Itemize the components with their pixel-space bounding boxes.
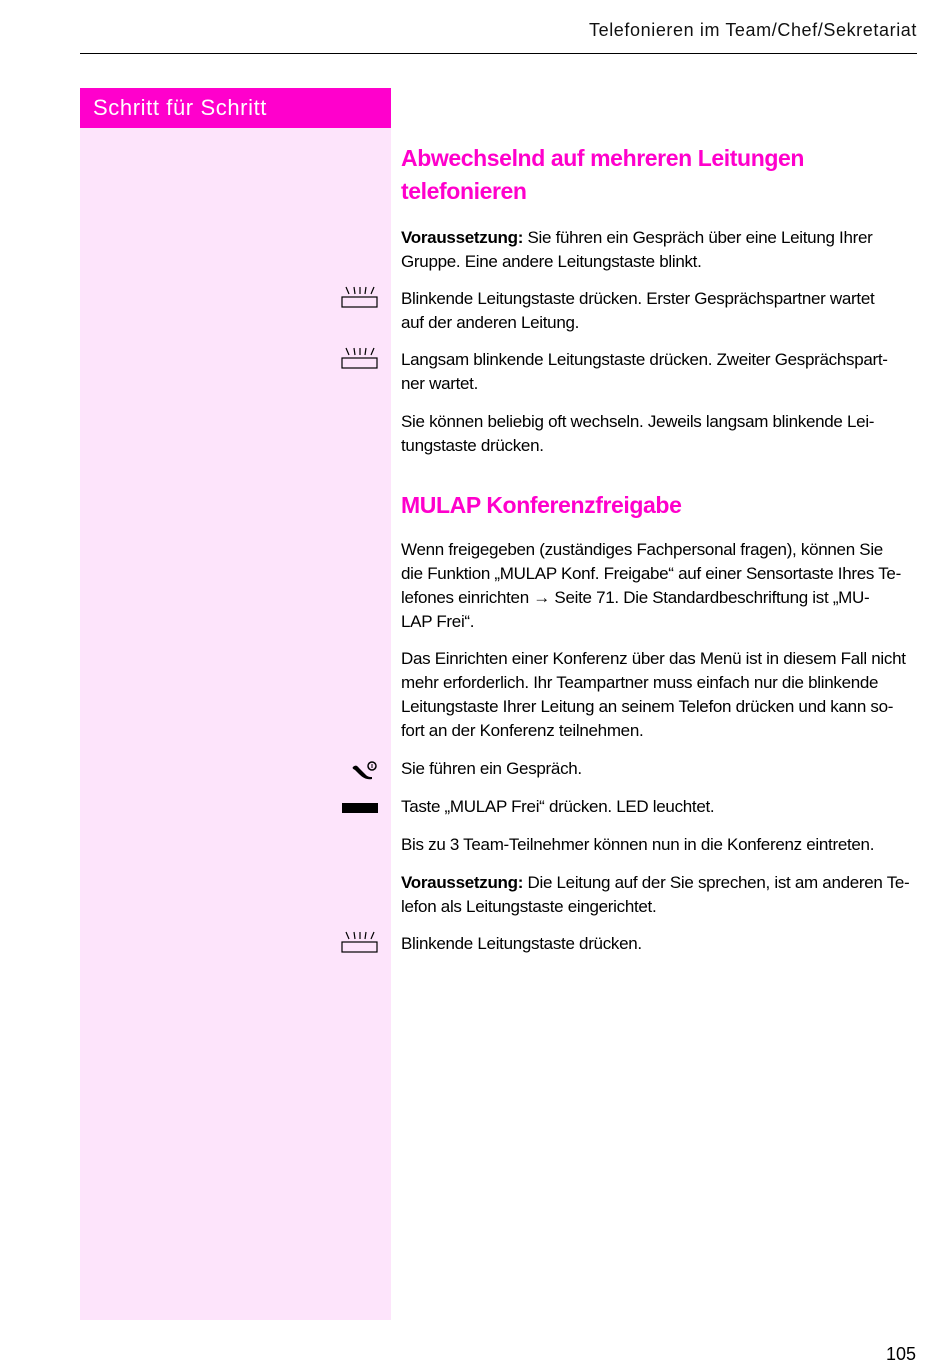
prerequisite-label: Voraussetzung: (401, 228, 524, 247)
note-paragraph (401, 410, 917, 458)
note-line: Sie können beliebig oft wechseln. Jeweils langsam blinkende Lei- (401, 412, 875, 431)
step-text-line: ner wartet. (401, 374, 479, 393)
sidebar-title: Schritt für Schritt (80, 88, 391, 128)
prerequisite-paragraph (401, 871, 917, 919)
prerequisite-text-2: lefon als Leitungstaste eingerichtet. (401, 897, 657, 916)
info-paragraph: Bis zu 3 Team-Teilnehmer können nun in die Konferenz eintreten. (401, 835, 875, 854)
explanation-line: Das Einrichten einer Konferenz über das Menü ist in diesem Fall nicht (401, 649, 906, 668)
step-column (80, 88, 391, 1320)
note-line: tungstaste drücken. (401, 436, 544, 455)
step-text-line: Blinkende Leitungstaste drücken. Erster Gesprächspartner wartet (401, 289, 875, 308)
blinking-line-key-icon (339, 930, 379, 954)
explanation-line: mehr erforderlich. Ihr Teampartner muss einfach nur die blinkende (401, 673, 879, 692)
intro-line: lefones einrichten (401, 588, 534, 607)
intro-line: Wenn freigegeben (zuständiges Fachpersonal fragen), können Sie (401, 540, 883, 559)
step-text: Blinkende Leitungstaste drücken. (401, 934, 642, 953)
section-heading-mulap: MULAP Konferenzfreigabe (401, 492, 682, 518)
page-number: 105 (885, 1344, 916, 1364)
prerequisite-text: Sie führen ein Gespräch über eine Leitung Ihrer (523, 228, 873, 247)
explanation-line: Leitungstaste Ihrer Leitung an seinem Telefon drücken und kann so- (401, 697, 894, 716)
step-text: Sie führen ein Gespräch. (401, 759, 582, 778)
intro-line: LAP Frei“. (401, 612, 475, 631)
lit-key-icon (339, 796, 379, 820)
arrow-reference-icon: → (533, 588, 550, 607)
blinking-line-key-icon (339, 346, 379, 370)
section-heading-line2: telefonieren (401, 178, 527, 204)
explanation-line: fort an der Konferenz teilnehmen. (401, 721, 644, 740)
intro-line: die Funktion „MULAP Konf. Freigabe“ auf einer Sensortaste Ihres Te- (401, 564, 901, 583)
blinking-line-key-icon (339, 285, 379, 309)
prerequisite-text: Die Leitung auf der Sie sprechen, ist am anderen Te- (523, 873, 910, 892)
prerequisite-paragraph (401, 226, 917, 274)
step-text (401, 348, 917, 396)
prerequisite-text-2: Gruppe. Eine andere Leitungstaste blinkt. (401, 252, 702, 271)
handset-call-icon (339, 758, 379, 782)
step-text-line: auf der anderen Leitung. (401, 313, 580, 332)
running-header: Telefonieren im Team/Chef/Sekretariat (588, 20, 917, 40)
intro-paragraph (401, 538, 917, 634)
header-rule (80, 53, 917, 54)
step-text (401, 287, 917, 335)
prerequisite-label: Voraussetzung: (401, 873, 524, 892)
step-text-line: Langsam blinkende Leitungstaste drücken. Zweiter Gesprächspart- (401, 350, 888, 369)
page-reference-text: Seite 71. Die Standardbeschriftung ist „MU- (549, 588, 870, 607)
section-heading-line1: Abwechselnd auf mehreren Leitungen (401, 145, 805, 171)
explanation-paragraph (401, 647, 917, 743)
step-text: Taste „MULAP Frei“ drücken. LED leuchtet. (401, 797, 715, 816)
